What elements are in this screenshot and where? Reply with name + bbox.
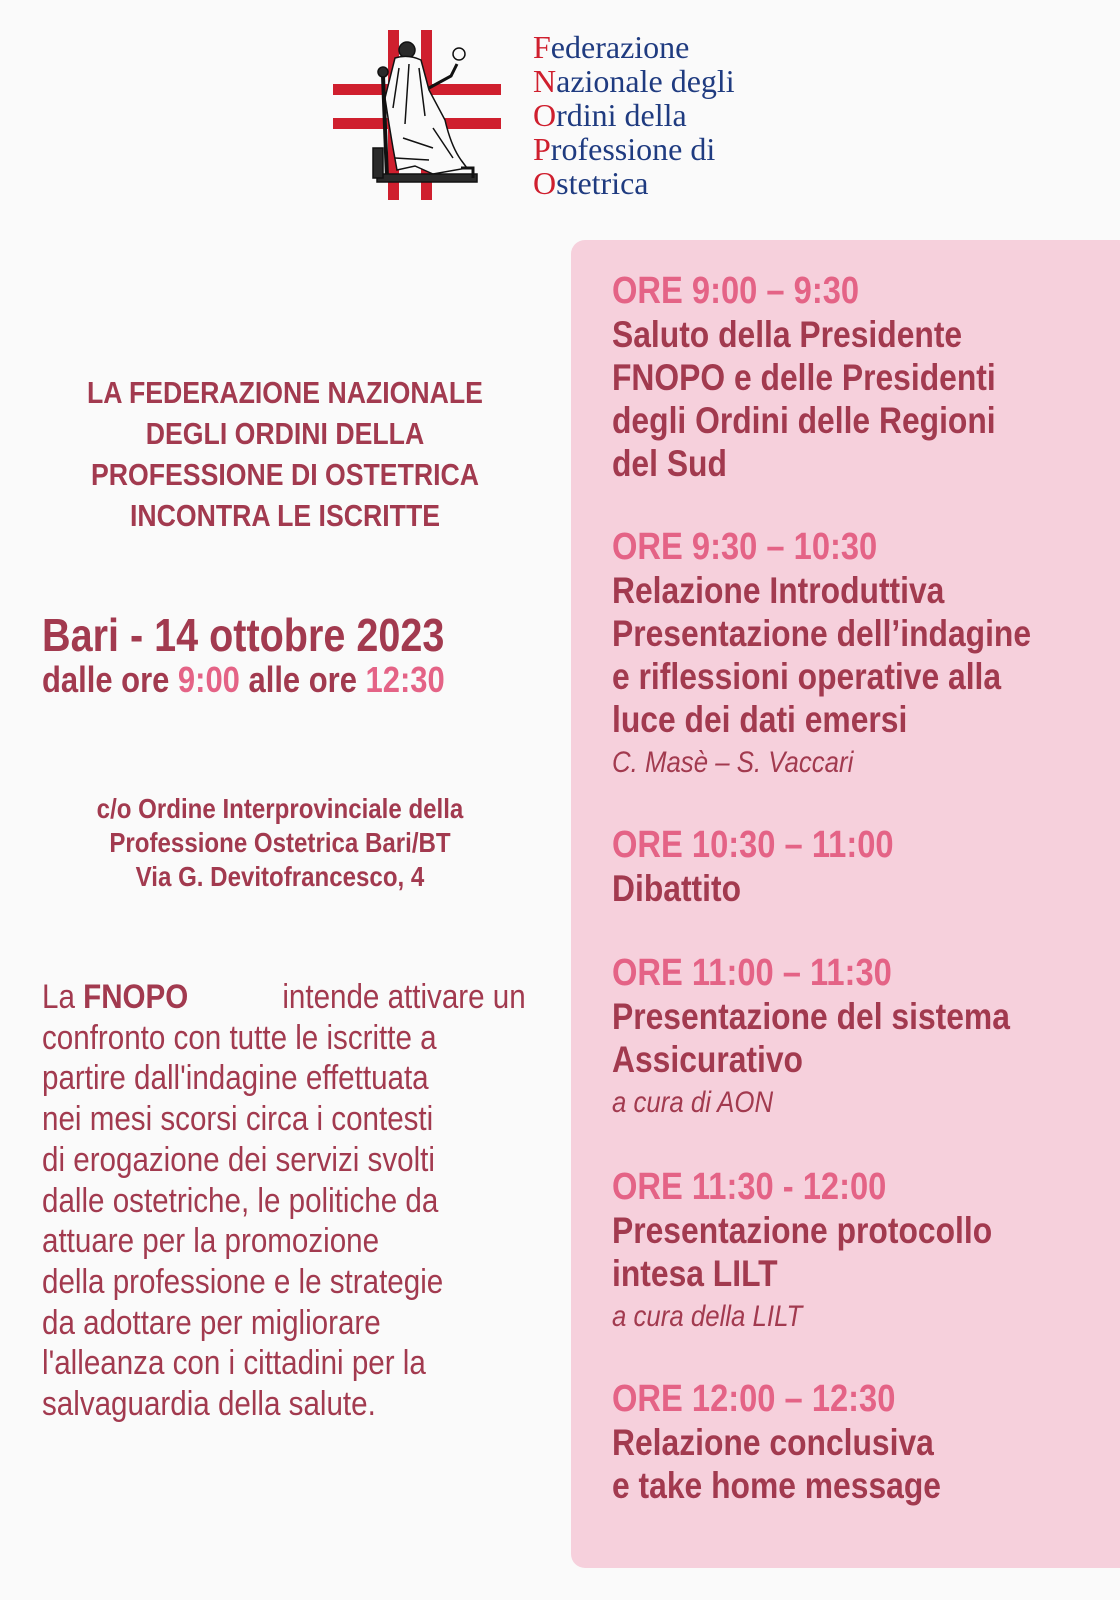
logo-line-3: Ordini della [533, 97, 687, 133]
fnopo-logo [333, 28, 793, 208]
agenda-speaker: a cura della LILT [612, 1300, 803, 1333]
intro-title-line: LA FEDERAZIONE NAZIONALE [87, 375, 483, 410]
agenda-item [612, 270, 1092, 485]
agenda-time: ORE 11:00 – 11:30 [612, 952, 892, 994]
agenda-speaker: C. Masè – S. Vaccari [612, 746, 854, 779]
start-time: 9:00 [177, 659, 240, 700]
description-line: salvaguardia della salute. [42, 1385, 376, 1424]
logo-line-4: Professione di [533, 131, 716, 167]
agenda-item [612, 952, 1092, 1125]
intro-title-line: INCONTRA LE ISCRITTE [129, 498, 441, 533]
description-line: La FNOPO intende attivare un [42, 978, 526, 1016]
description-line: l'alleanza con i cittadini per la [42, 1344, 426, 1383]
agenda-title: Presentazione protocollo intesa LILT [612, 1210, 993, 1294]
logo-emblem-icon [333, 28, 505, 203]
description-line: di erogazione dei servizi svolti [42, 1140, 435, 1179]
end-time: 12:30 [365, 659, 445, 700]
agenda-time: ORE 12:00 – 12:30 [612, 1378, 896, 1420]
agenda-item [612, 526, 1092, 785]
logo-wordmark [533, 30, 735, 200]
logo-line-2: Nazionale degli [533, 63, 735, 99]
intro-title-line: DEGLI ORDINI DELLA [145, 416, 425, 451]
description-line: dalle ostetriche, le politiche da [42, 1181, 439, 1220]
intro-title-line: PROFESSIONE DI OSTETRICA [90, 457, 480, 492]
agenda-speaker: a cura di AON [612, 1086, 774, 1119]
agenda-title: Saluto della Presidente FNOPO e delle Presidenti degli Ordini delle Regioni del Sud [612, 314, 996, 484]
agenda-item [612, 1166, 1092, 1339]
logo-line-1: Federazione [533, 29, 690, 65]
agenda-title: Presentazione del sistema Assicurativo [612, 996, 1010, 1080]
agenda-title: Dibattito [612, 868, 742, 909]
event-info-column [30, 372, 540, 1424]
agenda-title: Relazione Introduttiva Presentazione dell’indagine e riflessioni operative alla luce dei dati emersi [612, 570, 1032, 740]
description-line: partire dall'indagine effettuata [42, 1059, 429, 1098]
agenda-item [612, 824, 1092, 910]
venue-line: c/o Ordine Interprovinciale della [96, 793, 464, 824]
venue-line: Via G. Devitofrancesco, 4 [135, 861, 425, 892]
fnopo-bold: FNOPO [83, 978, 189, 1016]
description-line: da adottare per migliorare [42, 1303, 381, 1342]
agenda-title: Relazione conclusiva e take home message [612, 1422, 941, 1506]
intro-title [53, 372, 517, 536]
description-line: nei mesi scorsi circa i contesti [42, 1100, 434, 1139]
agenda-time: ORE 9:00 – 9:30 [612, 270, 860, 312]
event-date: Bari - 14 ottobre 2023 [42, 609, 445, 661]
description-line: attuare per la promozione [42, 1222, 380, 1261]
description-line: confronto con tutte le iscritte a [42, 1018, 437, 1057]
venue-address [65, 792, 495, 894]
agenda-time: ORE 11:30 - 12:00 [612, 1166, 887, 1208]
logo-line-5: Ostetrica [533, 165, 649, 201]
description-line: della professione e le strategie [42, 1262, 444, 1301]
agenda-panel [571, 240, 1120, 1568]
event-hours: dalle ore 9:00 alle ore 12:30 [42, 659, 445, 700]
venue-line: Professione Ostetrica Bari/BT [109, 827, 451, 858]
agenda-item [612, 1378, 1092, 1507]
agenda-time: ORE 9:30 – 10:30 [612, 526, 878, 568]
event-description [42, 977, 526, 1425]
agenda-time: ORE 10:30 – 11:00 [612, 824, 894, 866]
